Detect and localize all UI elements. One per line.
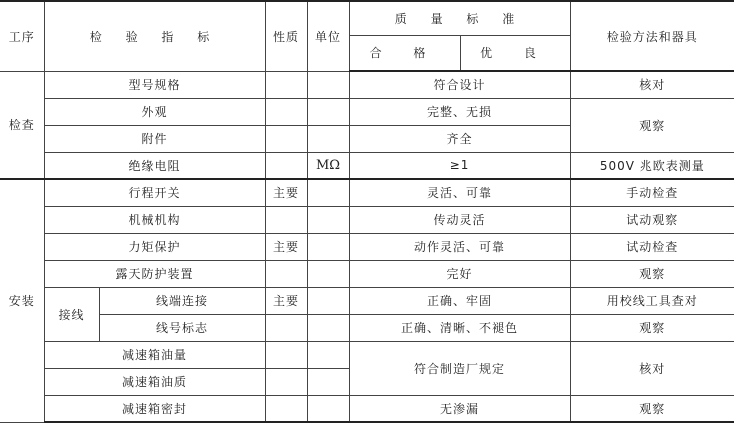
group-install: 安装 (0, 179, 44, 422)
indicator-gearbox-seal: 减速箱密封 (44, 395, 265, 422)
unit-cell (307, 206, 349, 233)
method-terminal-connection: 用校线工具查对 (570, 287, 734, 314)
standard-mechanism: 传动灵活 (349, 206, 570, 233)
nature-cell (265, 206, 307, 233)
unit-cell (307, 125, 349, 152)
method-insulation: 500V 兆欧表测量 (570, 152, 734, 179)
wiring-label: 接线 (44, 287, 99, 341)
nature-cell (265, 98, 307, 125)
method-model-spec: 核对 (570, 71, 734, 98)
standard-model-spec: 符合设计 (349, 71, 570, 98)
group-check: 检查 (0, 71, 44, 179)
unit-cell (307, 395, 349, 422)
method-torque-protection: 试动检查 (570, 233, 734, 260)
method-outdoor-protection: 观察 (570, 260, 734, 287)
standard-appearance: 完整、无损 (349, 98, 570, 125)
header-nature: 性质 (265, 1, 307, 71)
indicator-gearbox-oil-level: 减速箱油量 (44, 341, 265, 368)
method-wire-marking: 观察 (570, 314, 734, 341)
indicator-wire-marking: 线号标志 (99, 314, 265, 341)
header-excellent: 优 良 (460, 35, 570, 71)
indicator-gearbox-oil-quality: 减速箱油质 (44, 368, 265, 395)
unit-cell (307, 314, 349, 341)
header-indicator: 检 验 指 标 (44, 1, 265, 71)
header-quality-standard: 质 量 标 准 (349, 1, 570, 35)
method-gearbox-seal: 观察 (570, 395, 734, 422)
standard-gearbox-oil: 符合制造厂规定 (349, 341, 570, 395)
nature-cell (265, 368, 307, 395)
header-method: 检验方法和器具 (570, 1, 734, 71)
nature-cell (265, 341, 307, 368)
indicator-mechanism: 机械机构 (44, 206, 265, 233)
nature-terminal-connection: 主要 (265, 287, 307, 314)
method-limit-switch: 手动检查 (570, 179, 734, 206)
nature-cell (265, 125, 307, 152)
indicator-torque-protection: 力矩保护 (44, 233, 265, 260)
indicator-accessories: 附件 (44, 125, 265, 152)
standard-torque-protection: 动作灵活、可靠 (349, 233, 570, 260)
indicator-appearance: 外观 (44, 98, 265, 125)
standard-terminal-connection: 正确、牢固 (349, 287, 570, 314)
standard-insulation: ≥1 (349, 152, 570, 179)
indicator-model-spec: 型号规格 (44, 71, 265, 98)
nature-torque-protection: 主要 (265, 233, 307, 260)
nature-cell (265, 260, 307, 287)
nature-cell (265, 395, 307, 422)
unit-cell (307, 287, 349, 314)
unit-cell (307, 368, 349, 395)
unit-cell (307, 71, 349, 98)
indicator-limit-switch: 行程开关 (44, 179, 265, 206)
header-unit: 单位 (307, 1, 349, 71)
standard-accessories: 齐全 (349, 125, 570, 152)
unit-cell (307, 98, 349, 125)
nature-cell (265, 152, 307, 179)
unit-cell (307, 260, 349, 287)
unit-cell (307, 341, 349, 368)
unit-cell (307, 179, 349, 206)
indicator-insulation: 绝缘电阻 (44, 152, 265, 179)
standard-limit-switch: 灵活、可靠 (349, 179, 570, 206)
method-gearbox-oil: 核对 (570, 341, 734, 395)
indicator-outdoor-protection: 露天防护装置 (44, 260, 265, 287)
unit-cell (307, 233, 349, 260)
header-process: 工序 (0, 1, 44, 71)
header-qualified: 合 格 (349, 35, 460, 71)
method-mechanism: 试动观察 (570, 206, 734, 233)
nature-limit-switch: 主要 (265, 179, 307, 206)
nature-cell (265, 71, 307, 98)
standard-outdoor-protection: 完好 (349, 260, 570, 287)
nature-cell (265, 314, 307, 341)
standard-wire-marking: 正确、清晰、不褪色 (349, 314, 570, 341)
method-appearance-accessories: 观察 (570, 98, 734, 152)
standard-gearbox-seal: 无渗漏 (349, 395, 570, 422)
indicator-terminal-connection: 线端连接 (99, 287, 265, 314)
unit-megaohm: MΩ (307, 152, 349, 179)
